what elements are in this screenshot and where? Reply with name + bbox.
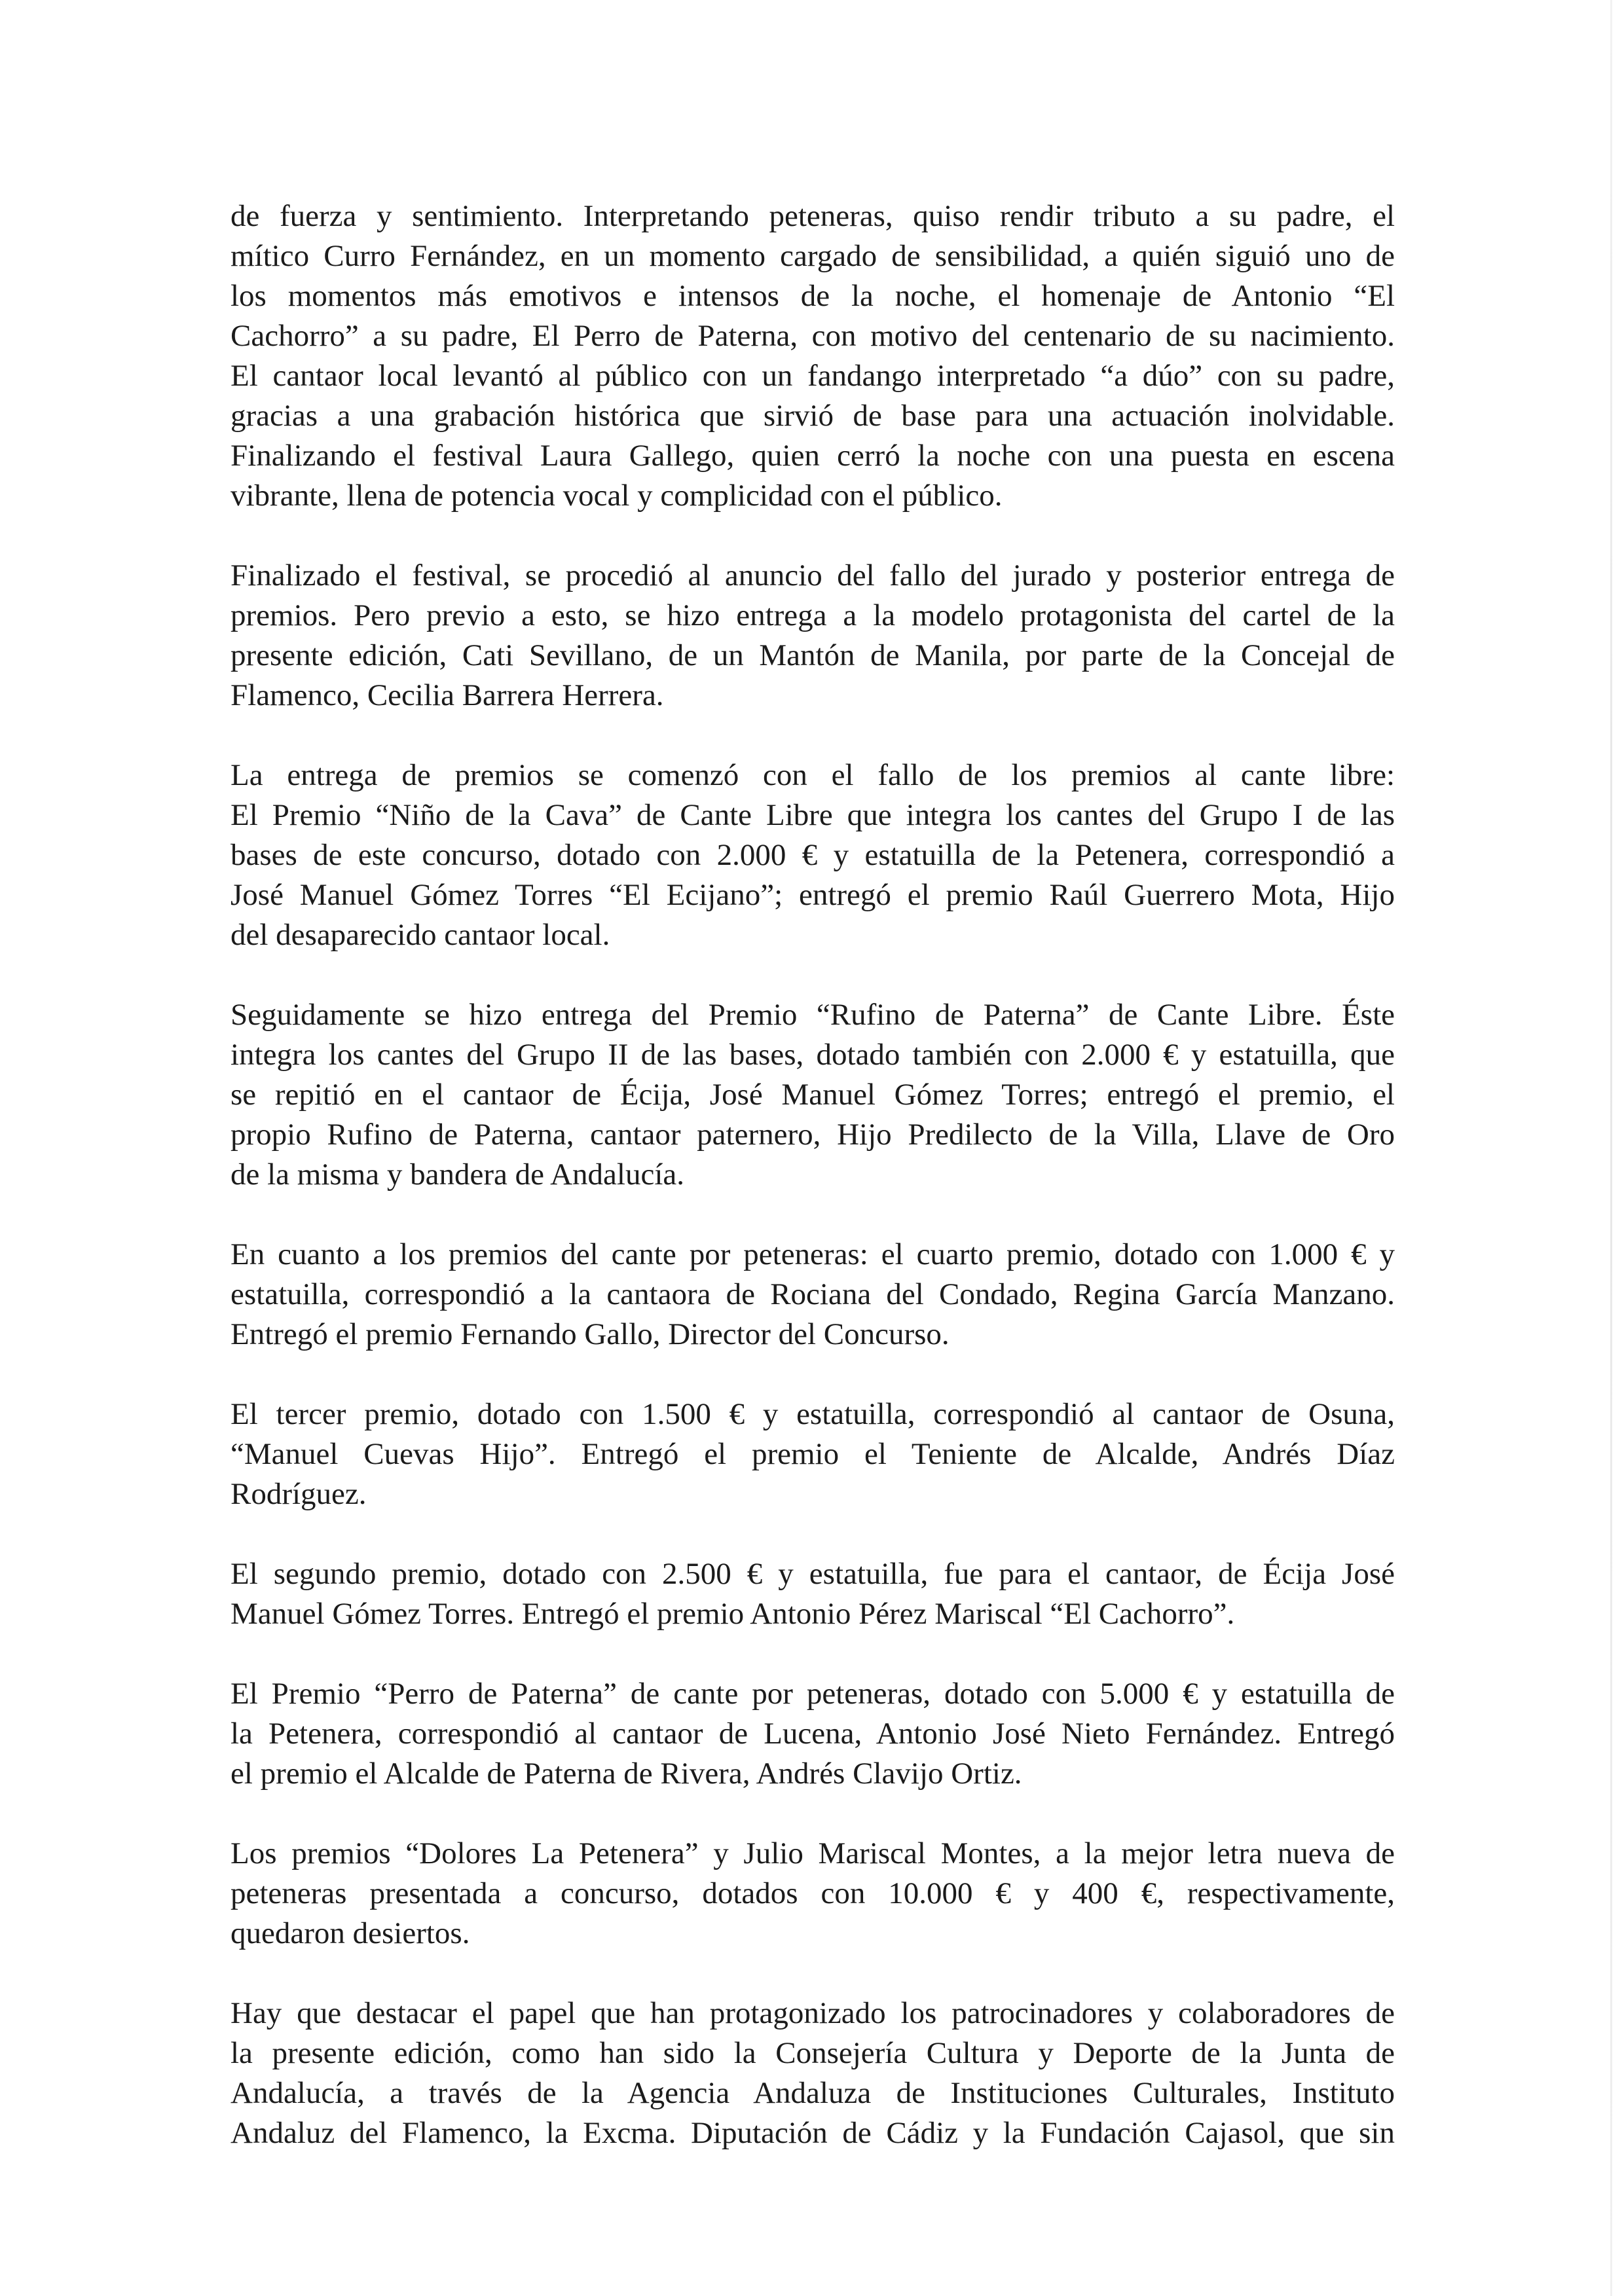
paragraph [231, 1394, 1395, 1514]
text-line: se repitió en el cantaor de Écija, José Manuel Gómez Torres; entregó el premio, el [231, 1078, 1395, 1112]
paragraph [231, 1554, 1395, 1634]
text-line: integra los cantes del Grupo II de las bases, dotado también con 2.000 € y estatuilla, que [231, 1038, 1395, 1072]
text-line: José Manuel Gómez Torres “El Ecijano”; entregó el premio Raúl Guerrero Mota, Hijo [231, 878, 1395, 912]
text-line: vibrante, llena de potencia vocal y complicidad con el público. [231, 479, 1003, 513]
text-line: Manuel Gómez Torres. Entregó el premio Antonio Pérez Mariscal “El Cachorro”. [231, 1597, 1235, 1631]
text-line: Finalizado el festival, se procedió al anuncio del fallo del jurado y posterior entrega de [231, 558, 1395, 592]
text-line: los momentos más emotivos e intensos de la noche, el homenaje de Antonio “El [231, 279, 1395, 313]
text-line: quedaron desiertos. [231, 1916, 470, 1950]
paragraph [231, 756, 1395, 955]
text-line: El segundo premio, dotado con 2.500 € y estatuilla, fue para el cantaor, de Écija José [231, 1557, 1395, 1591]
text-line: la presente edición, como han sido la Consejería Cultura y Deporte de la Junta de [231, 2036, 1395, 2070]
text-line: El cantaor local levantó al público con un fandango interpretado “a dúo” con su padre, [231, 359, 1395, 393]
text-line: presente edición, Cati Sevillano, de un Mantón de Manila, por parte de la Concejal de [231, 638, 1395, 672]
text-line: peteneras presentada a concurso, dotados con 10.000 € y 400 €, respectivamente, [231, 1876, 1395, 1910]
text-line: El Premio “Perro de Paterna” de cante por peteneras, dotado con 5.000 € y estatuilla de [231, 1677, 1395, 1711]
text-line: En cuanto a los premios del cante por peteneras: el cuarto premio, dotado con 1.000 € y [231, 1237, 1395, 1271]
text-line: gracias a una grabación histórica que sirvió de base para una actuación inolvidable. [231, 399, 1395, 433]
paragraph [231, 1994, 1395, 2153]
text-line: Rodríguez. [231, 1477, 367, 1511]
text-line: de la misma y bandera de Andalucía. [231, 1157, 684, 1192]
text-line: mítico Curro Fernández, en un momento cargado de sensibilidad, a quién siguió uno de [231, 239, 1395, 273]
text-line: El tercer premio, dotado con 1.500 € y estatuilla, correspondió al cantaor de Osuna, [231, 1397, 1395, 1431]
text-line: Andaluz del Flamenco, la Excma. Diputación de Cádiz y la Fundación Cajasol, que sin [231, 2116, 1395, 2150]
text-line: la Petenera, correspondió al cantaor de Lucena, Antonio José Nieto Fernández. Entregó [231, 1717, 1395, 1751]
text-line: el premio el Alcalde de Paterna de Rivera, Andrés Clavijo Ortiz. [231, 1757, 1022, 1791]
text-line: Seguidamente se hizo entrega del Premio “Rufino de Paterna” de Cante Libre. Éste [231, 998, 1395, 1032]
text-line: Finalizando el festival Laura Gallego, quien cerró la noche con una puesta en escena [231, 439, 1395, 473]
text-line: Entregó el premio Fernando Gallo, Director del Concurso. [231, 1317, 950, 1351]
text-line: estatuilla, correspondió a la cantaora de Rociana del Condado, Regina García Manzano. [231, 1277, 1395, 1311]
text-line: Los premios “Dolores La Petenera” y Julio Mariscal Montes, a la mejor letra nueva de [231, 1836, 1395, 1870]
text-line: Hay que destacar el papel que han protagonizado los patrocinadores y colaboradores de [231, 1996, 1395, 2030]
paragraph [231, 1834, 1395, 1954]
paragraph [231, 196, 1395, 516]
text-line: Flamenco, Cecilia Barrera Herrera. [231, 678, 664, 712]
text-line: propio Rufino de Paterna, cantaor paternero, Hijo Predilecto de la Villa, Llave de Oro [231, 1118, 1395, 1152]
text-line: premios. Pero previo a esto, se hizo entrega a la modelo protagonista del cartel de la [231, 598, 1395, 632]
text-line: Cachorro” a su padre, El Perro de Paterna, con motivo del centenario de su nacimiento. [231, 319, 1395, 353]
text-line: Andalucía, a través de la Agencia Andaluza de Instituciones Culturales, Instituto [231, 2076, 1395, 2110]
text-line: bases de este concurso, dotado con 2.000 € y estatuilla de la Petenera, correspondió a [231, 838, 1395, 872]
paragraph [231, 995, 1395, 1195]
text-line: El Premio “Niño de la Cava” de Cante Libre que integra los cantes del Grupo I de las [231, 798, 1395, 832]
text-line: “Manuel Cuevas Hijo”. Entregó el premio el Teniente de Alcalde, Andrés Díaz [231, 1437, 1395, 1471]
text-line: del desaparecido cantaor local. [231, 918, 610, 952]
scan-edge-shadow [1610, 0, 1612, 2296]
text-line: La entrega de premios se comenzó con el fallo de los premios al cante libre: [231, 758, 1395, 792]
document-body [231, 196, 1395, 2153]
paragraph [231, 556, 1395, 716]
paragraph [231, 1674, 1395, 1794]
text-line: de fuerza y sentimiento. Interpretando peteneras, quiso rendir tributo a su padre, el [231, 199, 1395, 233]
paragraph [231, 1235, 1395, 1355]
